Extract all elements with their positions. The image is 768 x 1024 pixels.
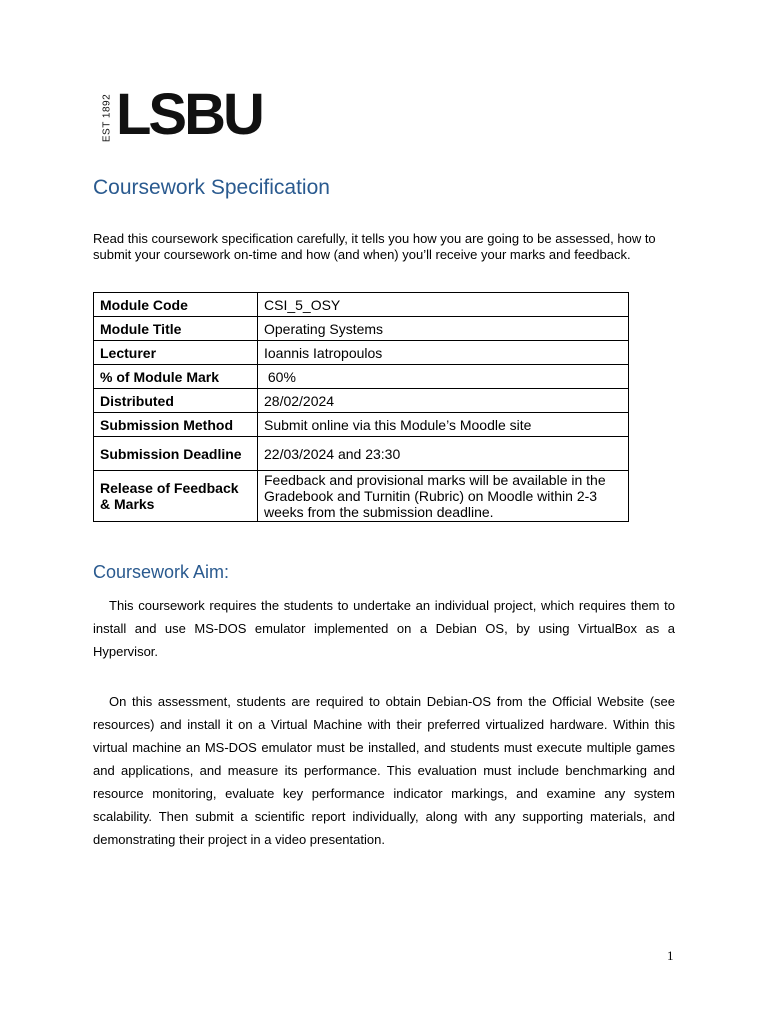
row-value: Ioannis Iatropoulos bbox=[258, 341, 629, 365]
coursework-aim-heading: Coursework Aim: bbox=[93, 562, 230, 582]
table-row bbox=[94, 389, 629, 413]
logo-wordmark: LSBU bbox=[116, 82, 262, 147]
row-label: Submission Method bbox=[94, 413, 258, 437]
row-value: Feedback and provisional marks will be available in the Gradebook and Turnitin (Rubric) on Moodle within 2-3 weeks from the submission deadline. bbox=[258, 471, 629, 522]
row-value: 60% bbox=[258, 365, 629, 389]
row-value: Submit online via this Module’s Moodle site bbox=[258, 413, 629, 437]
row-value: CSI_5_OSY bbox=[258, 293, 629, 317]
row-label: Submission Deadline bbox=[94, 437, 258, 471]
table-row bbox=[94, 437, 629, 471]
row-value: 22/03/2024 and 23:30 bbox=[258, 437, 629, 471]
row-label: Distributed bbox=[94, 389, 258, 413]
table-row bbox=[94, 341, 629, 365]
aim-paragraph-1: This coursework requires the students to undertake an individual project, which requires them to install and use MS-DOS emulator implemented on a Debian OS, by using VirtualBox as a Hypervisor. bbox=[93, 598, 675, 659]
table-row bbox=[94, 317, 629, 341]
row-label: Lecturer bbox=[94, 341, 258, 365]
row-value: 28/02/2024 bbox=[258, 389, 629, 413]
table-row bbox=[94, 471, 629, 522]
intro-paragraph: Read this coursework specification carefully, it tells you how you are going to be assessed, how to submit your coursework on-time and how (and when) you’ll receive your marks and feedback. bbox=[93, 231, 656, 262]
page-title: Coursework Specification bbox=[93, 176, 330, 199]
table-row bbox=[94, 293, 629, 317]
table-row bbox=[94, 365, 629, 389]
page-number: 1 bbox=[667, 948, 674, 963]
row-label: Module Title bbox=[94, 317, 258, 341]
aim-paragraph-2: On this assessment, students are required to obtain Debian-OS from the Official Website (see resources) and install it on a Virtual Machine with their preferred virtualized hardware. Within this virtual machine an MS-DOS emulator must be installed, and students must execute multiple games and applications, and measure its performance. This evaluation must include benchmarking and resource monitoring, evaluate key performance indicator markings, and examine any system scalability. Then submit a scientific report individually, along with any supporting materials, and demonstrating their project in a video presentation. bbox=[93, 694, 675, 847]
logo-est-year: EST 1892 bbox=[101, 93, 113, 143]
row-label: % of Module Mark bbox=[94, 365, 258, 389]
module-details-table bbox=[93, 292, 629, 522]
row-value: Operating Systems bbox=[258, 317, 629, 341]
row-label: Release of Feedback & Marks bbox=[94, 471, 258, 522]
table-row bbox=[94, 413, 629, 437]
row-label: Module Code bbox=[94, 293, 258, 317]
